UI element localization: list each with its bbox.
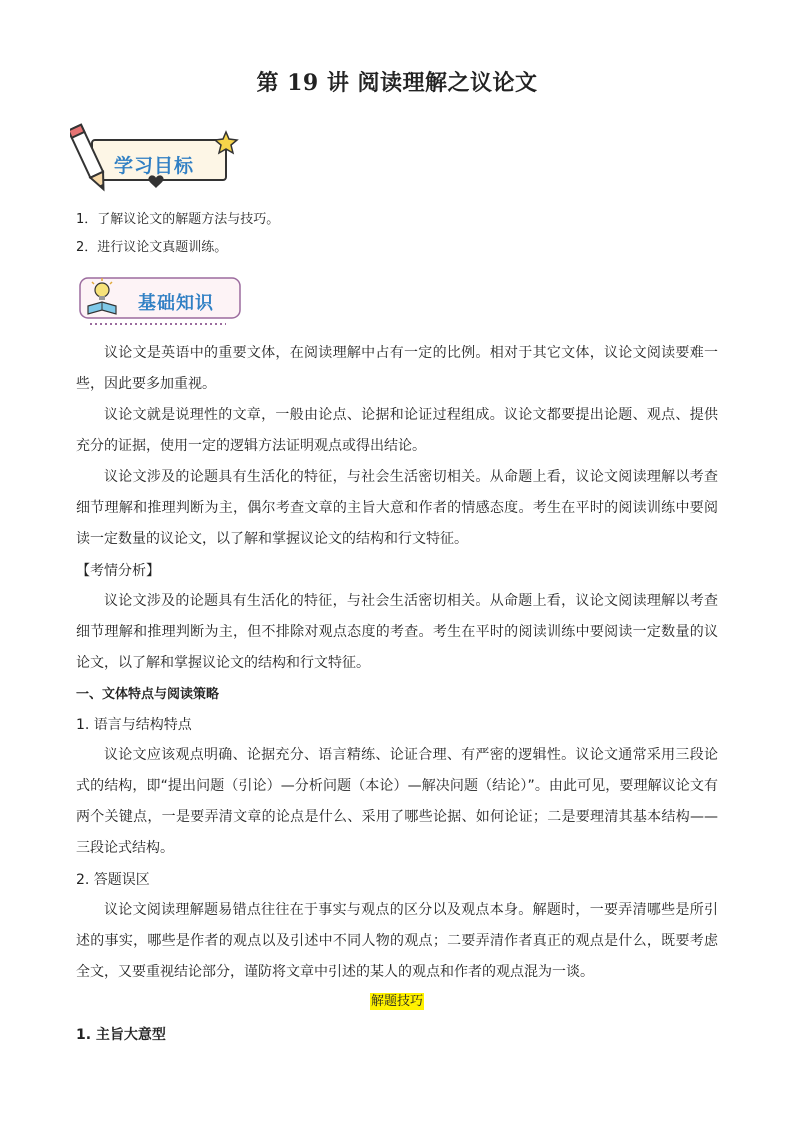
learning-goals-label: 学习目标 xyxy=(114,155,195,177)
intro-paragraph: 议论文就是说理性的文章，一般由论点、论据和论证过程组成。议论文都要提出论题、观点、提供充分的证据，使用一定的逻辑方法证明观点或得出结论。 xyxy=(76,407,718,454)
analysis-heading: 【考情分析】 xyxy=(76,563,160,579)
item-heading: 1. 主旨大意型 xyxy=(76,1027,166,1043)
section-heading: 一、文体特点与阅读策略 xyxy=(76,687,220,702)
page-title: 第 19 讲 阅读理解之议论文 xyxy=(256,70,538,96)
tips-heading xyxy=(0,990,794,1009)
subsection-heading: 1. 语言与结构特点 xyxy=(76,717,192,733)
goal-item: 2．进行议论文真题训练。 xyxy=(76,240,228,255)
intro-paragraph: 议论文是英语中的重要文体，在阅读理解中占有一定的比例。相对于其它文体，议论文阅读要难一些，因此要多加重视。 xyxy=(76,345,718,392)
learning-goals-badge xyxy=(70,118,240,198)
subsection-heading: 2. 答题误区 xyxy=(76,872,150,888)
intro-paragraph: 议论文涉及的论题具有生活化的特征，与社会生活密切相关。从命题上看，议论文阅读理解以考查细节理解和推理判断为主，偶尔考查文章的主旨大意和作者的情感态度。考生在平时的阅读训练中要阅读一定数量的议论文，以了解和掌握议论文的结构和行文特征。 xyxy=(76,469,718,547)
analysis-paragraph: 议论文涉及的论题具有生活化的特征，与社会生活密切相关。从命题上看，议论文阅读理解以考查细节理解和推理判断为主，但不排除对观点态度的考查。考生在平时的阅读训练中要阅读一定数量的议论文，以了解和掌握议论文的结构和行文特征。 xyxy=(76,593,718,671)
basic-knowledge-badge xyxy=(76,272,248,330)
tips-highlight: 解题技巧 xyxy=(370,994,423,1009)
pitfalls-paragraph: 议论文阅读理解题易错点往往在于事实与观点的区分以及观点本身。解题时，一要弄清哪些是所引述的事实，哪些是作者的观点以及引述中不同人物的观点；二要弄清作者真正的观点是什么，既要考虑全文，又要重视结论部分，谨防将文章中引述的某人的观点和作者的观点混为一谈。 xyxy=(76,902,718,980)
basic-knowledge-label: 基础知识 xyxy=(138,293,214,314)
structure-paragraph: 议论文应该观点明确、论据充分、语言精练、论证合理、有严密的逻辑性。议论文通常采用三段论式的结构，即“提出问题（引论）—分析问题（本论）—解决问题（结论）”。由此可见，要理解议论文有两个关键点，一是要弄清文章的论点是什么、采用了哪些论据、如何论证；二是要理清其基本结构——三段论式结构。 xyxy=(76,747,718,856)
goal-item: 1．了解议论文的解题方法与技巧。 xyxy=(76,212,280,227)
